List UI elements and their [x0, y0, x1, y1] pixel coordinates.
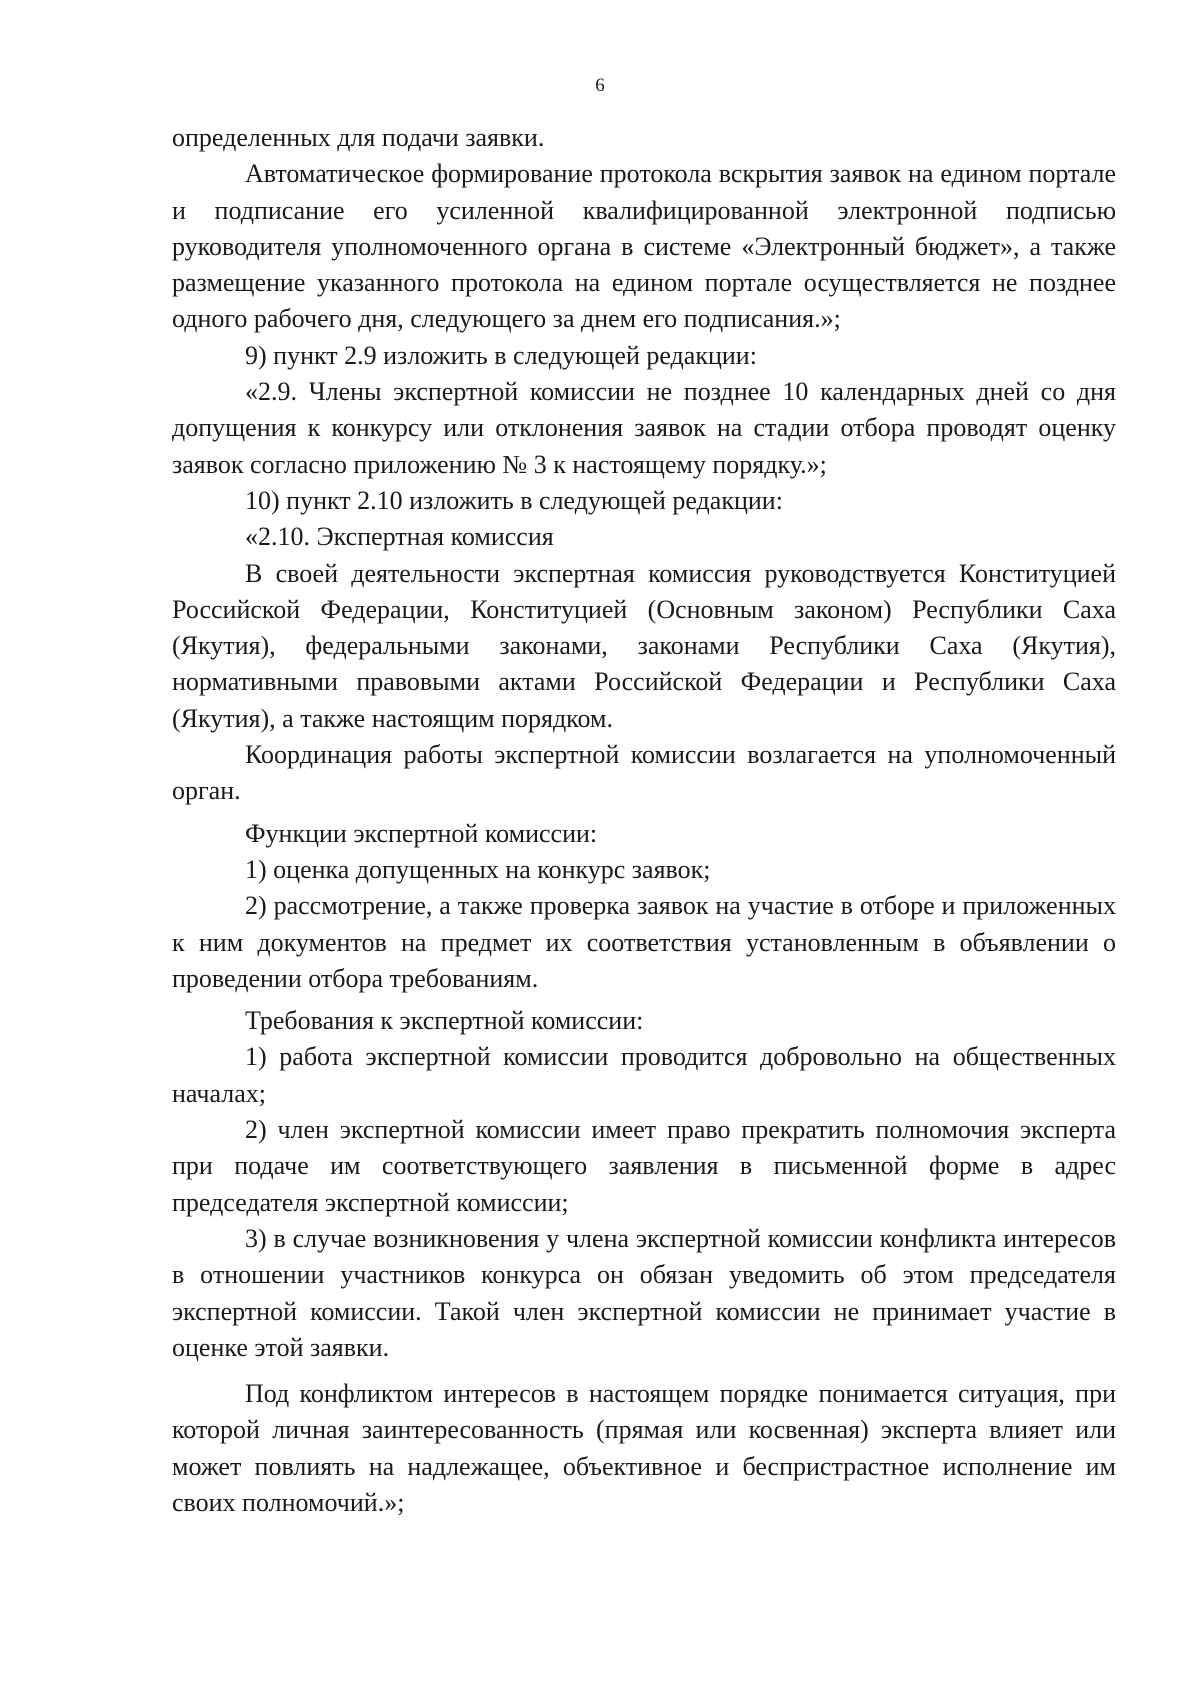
paragraph-requirements-heading: Требования к экспертной комиссии:: [245, 1006, 644, 1036]
paragraph-item-10: 10) пункт 2.10 изложить в следующей редакции:: [245, 485, 783, 515]
paragraph-commission-guidance: В своей деятельности экспертная комиссия руководствуется Конституцией Российской Федерации, Конституцией (Основным законом) Республики Саха (Якутия), федеральными законами, законами Республики Саха (Якутия), нормативными правовыми актами Российской Федерации и Республики Саха (Якутия), а также настоящим порядком.: [172, 558, 1116, 733]
paragraph-functions-heading: Функции экспертной комиссии:: [245, 818, 598, 848]
paragraph-clause-2-10-heading: «2.10. Экспертная комиссия: [245, 522, 554, 552]
paragraph-requirement-3: 3) в случае возникновения у члена экспертной комиссии конфликта интересов в отношении участников конкурса он обязан уведомить об этом председателя экспертной комиссии. Такой член экспертной комиссии не принимает участие в оценке этой заявки.: [172, 1223, 1116, 1362]
paragraph-item-9: 9) пункт 2.9 изложить в следующей редакции:: [245, 340, 757, 370]
document-body: [172, 120, 1116, 1521]
paragraph-protocol-formation: Автоматическое формирование протокола вскрытия заявок на едином портале и подписание его усиленной квалифицированной электронной подписью руководителя уполномоченного органа в системе «Электронный бюджет», а также размещение указанного протокола на едином портале осуществляется не позднее одного рабочего дня, следующего за днем его подписания.»;: [172, 159, 1116, 334]
paragraph-conflict-of-interest: Под конфликтом интересов в настоящем порядке понимается ситуация, при которой личная заинтересованность (прямая или косвенная) эксперта влияет или может повлиять на надлежащее, объективное и беспристрастное исполнение им своих полномочий.»;: [172, 1379, 1116, 1517]
paragraph-function-1: 1) оценка допущенных на конкурс заявок;: [245, 854, 711, 884]
paragraph-clause-2-9: «2.9. Члены экспертной комиссии не позднее 10 календарных дней со дня допущения к конкурсу или отклонения заявок на стадии отбора проводят оценку заявок согласно приложению № 3 к настоящему порядку.»;: [172, 377, 1116, 479]
paragraph-function-2: 2) рассмотрение, а также проверка заявок на участие в отборе и приложенных к ним документов на предмет их соответствия установленным в объявлении о проведении отбора требованиям.: [172, 891, 1116, 993]
paragraph-requirement-1: 1) работа экспертной комиссии проводится добровольно на общественных началах;: [172, 1042, 1116, 1108]
paragraph-coordination: Координация работы экспертной комиссии возлагается на уполномоченный орган.: [172, 740, 1116, 806]
page-number: 6: [595, 75, 605, 96]
paragraph-continuation: определенных для подачи заявки.: [172, 123, 545, 152]
paragraph-requirement-2: 2) член экспертной комиссии имеет право прекратить полномочия эксперта при подаче им соответствующего заявления в письменной форме в адрес председателя экспертной комиссии;: [172, 1115, 1116, 1217]
